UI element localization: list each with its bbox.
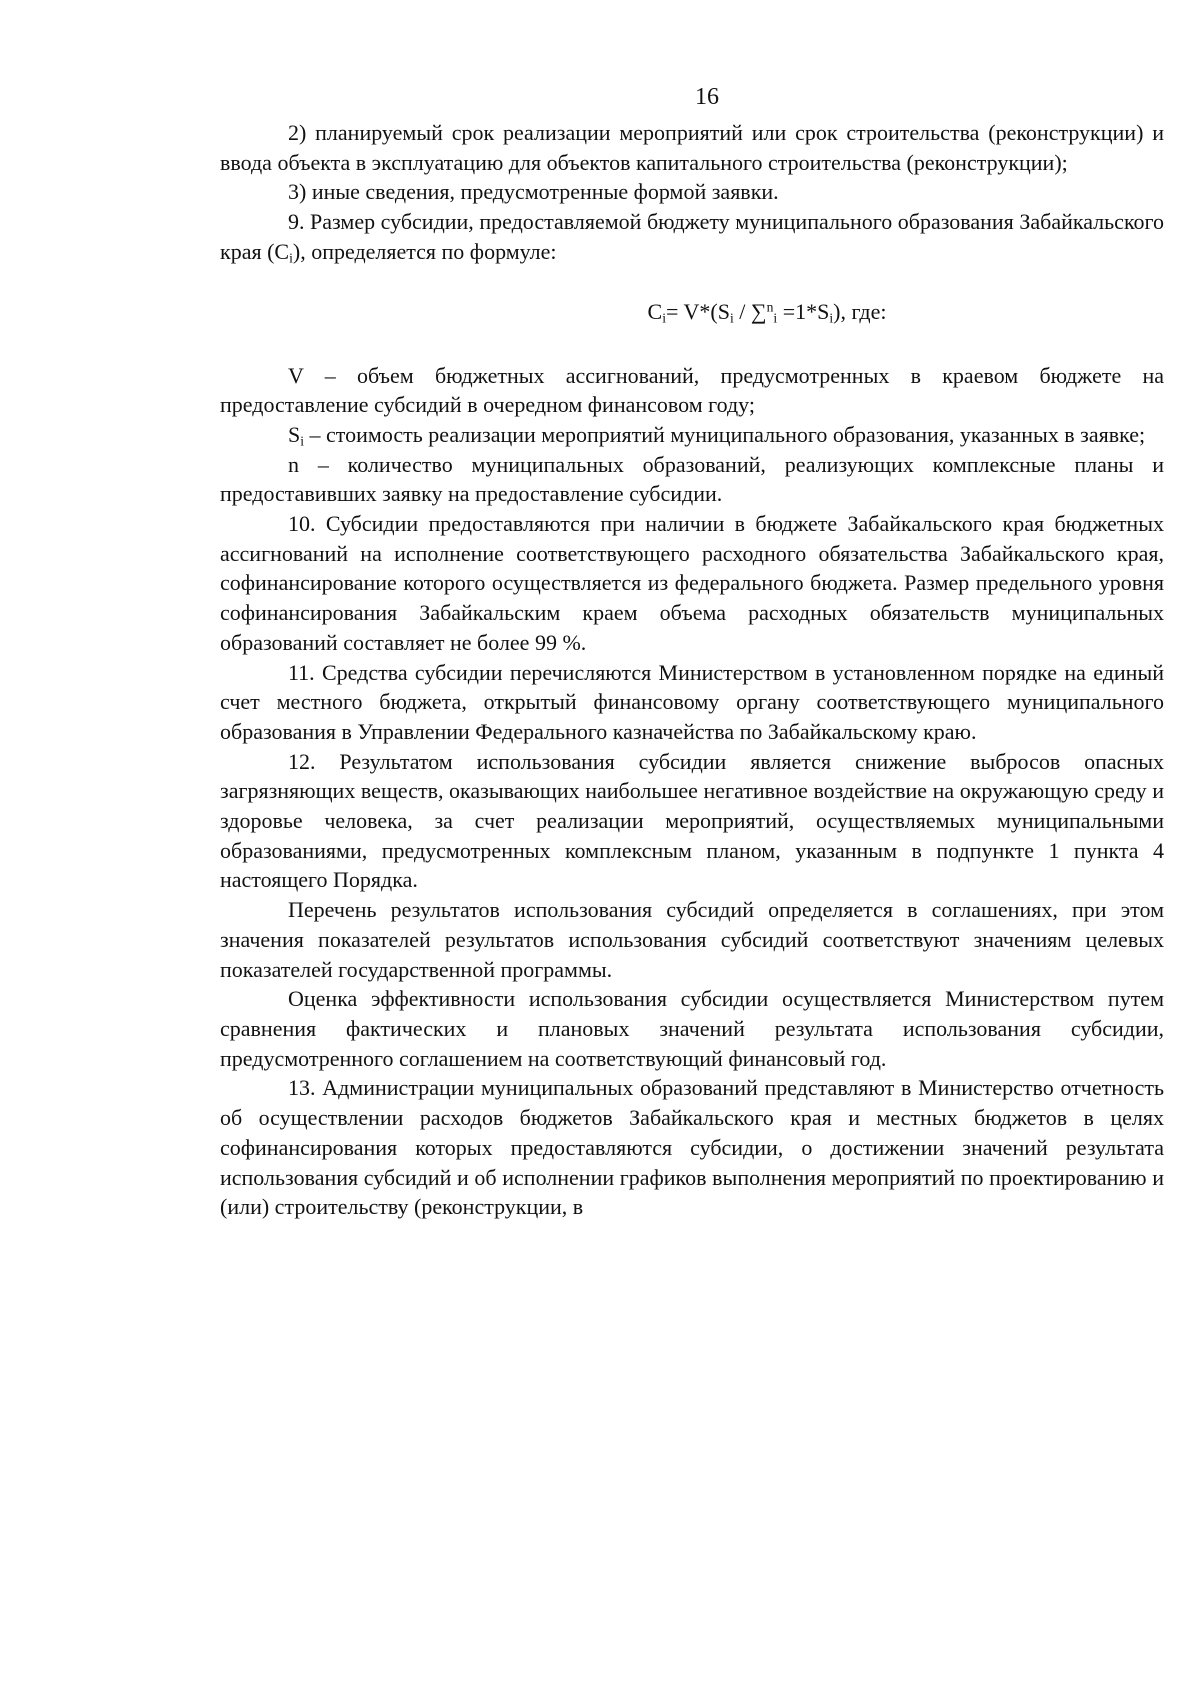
paragraph-definition-v: V – объем бюджетных ассигнований, предусмотренных в краевом бюджете на предоставление субсидий в очередном финансовом году; (220, 362, 1164, 418)
paragraph-efficiency-assessment: Оценка эффективности использования субсидии осуществляется Министерством путем сравнения фактических и плановых значений результата использования субсидии, предусмотренного соглашением на соответствующий финансовый год. (220, 986, 1164, 1071)
subsidy-formula: $C_i= V*(S_i / \sum^n_i =1*S_i)$, где: (647, 298, 887, 325)
paragraph-clause-12: 12. Результатом использования субсидии является снижение выбросов опасных загрязняющих веществ, оказывающих наибольшее негативное воздействие на окружающую среду и здоровье человека, за счет реализации мероприятий, осуществляемых муниципальными образованиями, предусмотренных комплексным планом, указанным в подпункте 1 пункта 4 настоящего Порядка. (220, 748, 1164, 893)
paragraph-subsidy-size: 9. Размер субсидии, предоставляемой бюджету муниципального образования Забайкальского края $(C_i)$, определяется по формуле: (220, 209, 1164, 266)
paragraph-clause-10: 10. Субсидии предоставляются при наличии в бюджете Забайкальского края бюджетных ассигнований на исполнение соответствующего расходного обязательства Забайкальского края, софинансирование которого осуществляется из федерального бюджета. Размер предельного уровня софинансирования Забайкальским краем объема расходных обязательств муниципальных образований составляет не более 99 %. (220, 511, 1164, 655)
page-number: 16 (695, 84, 719, 110)
paragraph-clause-13: 13. Администрации муниципальных образований представляют в Министерство отчетность об осуществлении расходов бюджетов Забайкальского края и местных бюджетов в целях софинансирования которых предоставляются субсидии, о достижении значений результата использования субсидий и об исполнении графиков выполнения мероприятий по проектированию и (или) строительству (реконструкции, в (220, 1075, 1164, 1220)
paragraph-results-list: Перечень результатов использования субсидий определяется в соглашениях, при этом значения показателей результатов использования субсидий соответствуют значениям целевых показателей государственной программы. (220, 897, 1164, 982)
paragraph-other-info: 3) иные сведения, предусмотренные формой заявки. (288, 179, 779, 205)
paragraph-definition-si: $S_i$ – стоимость реализации мероприятий муниципального образования, указанных в заявке; (288, 421, 1146, 449)
paragraph-clause-11: 11. Средства субсидии перечисляются Министерством в установленном порядке на единый счет местного бюджета, открытый финансовому органу соответствующего муниципального образования в Управлении Федерального казначейства по Забайкальскому краю. (220, 659, 1164, 744)
document-body (220, 118, 1164, 1222)
paragraph-definition-n: n – количество муниципальных образований, реализующих комплексные планы и предоставивших заявку на предоставление субсидии. (220, 451, 1164, 507)
paragraph-planned-term: 2) планируемый срок реализации мероприятий или срок строительства (реконструкции) и ввода объекта в эксплуатацию для объектов капитального строительства (реконструкции); (220, 120, 1164, 175)
